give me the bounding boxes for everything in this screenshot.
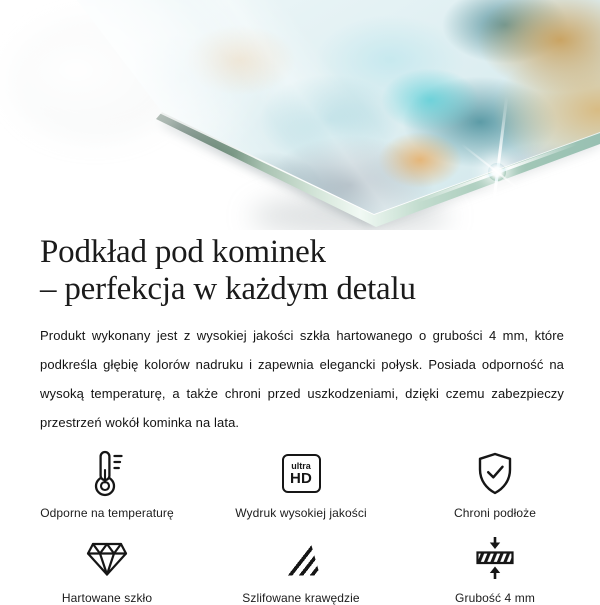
feature-tempered-glass bbox=[10, 534, 204, 605]
thickness-icon bbox=[475, 534, 515, 582]
diamond-icon bbox=[85, 534, 129, 582]
feature-print-quality bbox=[204, 449, 398, 520]
feature-label: Chroni podłoże bbox=[453, 506, 537, 520]
beveled-edges-icon bbox=[282, 534, 320, 582]
shield-check-icon bbox=[475, 449, 515, 497]
page-title bbox=[40, 234, 562, 308]
page-title-line2: – perfekcja w każdym detalu bbox=[40, 271, 416, 307]
feature-label: Hartowane szkło bbox=[61, 591, 153, 605]
page-title-line1: Podkład pod kominek bbox=[40, 234, 326, 270]
ultra-hd-text-top: ultra bbox=[291, 460, 311, 471]
feature-temperature bbox=[10, 449, 204, 520]
feature-label: Wydruk wysokiej jakości bbox=[235, 506, 367, 520]
thermometer-icon bbox=[90, 449, 124, 497]
feature-label: Odporne na temperaturę bbox=[40, 506, 174, 520]
ultra-hd-text-bottom: HD bbox=[289, 469, 313, 487]
feature-thickness bbox=[398, 534, 592, 605]
glass-panel-image bbox=[0, 0, 600, 230]
feature-polished-edges bbox=[204, 534, 398, 605]
feature-protects bbox=[398, 449, 592, 520]
product-description: Produkt wykonany jest z wysokiej jakości szkła hartowanego o grubości 4 mm, które podkreśla głębię kolorów nadruku i zapewnia elegancki połysk. Posiada odporność na wysoką temperaturę, a także chroni przed uszkodzeniami, dzięki czemu zabezpieczy przestrzeń wokół kominka na lata. bbox=[40, 328, 564, 430]
feature-label: Grubość 4 mm bbox=[455, 591, 535, 605]
ultra-hd-icon bbox=[282, 449, 321, 497]
sparkle-core bbox=[488, 163, 506, 181]
feature-label: Szlifowane krawędzie bbox=[242, 591, 360, 605]
hero-section bbox=[0, 0, 600, 230]
text-section bbox=[0, 234, 600, 437]
features-grid bbox=[10, 449, 592, 605]
